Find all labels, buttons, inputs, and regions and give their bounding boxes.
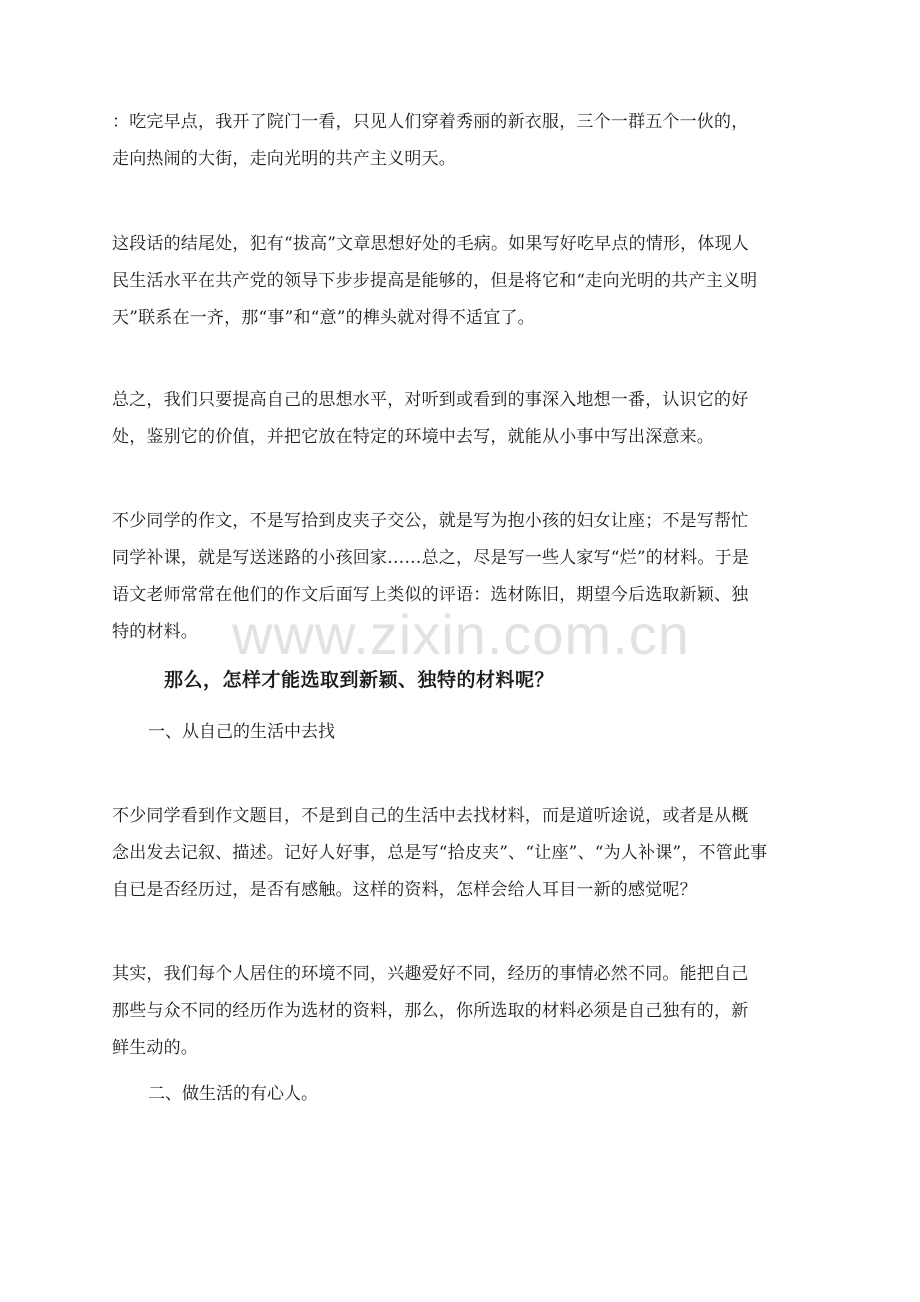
text-line: 不少同学的作文，不是写拾到皮夹子交公，就是写为抱小孩的妇女让座；不是写帮忙	[112, 511, 749, 531]
text-line: ：吃完早点，我开了院门一看，只见人们穿着秀丽的新衣服，三个一群五个一伙的，	[112, 112, 749, 132]
text-line: 其实，我们每个人居住的环境不同，兴趣爱好不同，经历的事情必然不同。能把自己	[112, 964, 749, 984]
text-line: 不少同学看到作文题目，不是到自己的生活中去找材料，而是道听途说，或者是从概	[112, 806, 749, 826]
text-line: 天”联系在一齐，那“事”和“意”的榫头就对得不适宜了。	[112, 308, 535, 328]
text-line: 鲜生动的。	[112, 1038, 198, 1058]
section-1-title: 一、从自己的生活中去找	[148, 722, 335, 742]
section-2-title: 二、做生活的有心人。	[148, 1084, 318, 1104]
text-line: 总之，我们只要提高自己的思想水平，对听到或看到的事深入地想一番，认识它的好	[112, 390, 749, 410]
paragraph-3	[112, 382, 812, 456]
watermark: www.zixin.com.cn	[232, 603, 690, 666]
text-line: 走向热闹的大街，走向光明的共产主义明天。	[112, 149, 456, 169]
text-line: 这段话的结尾处，犯有“拔高”文章思想好处的毛病。如果写好吃早点的情形，体现人	[112, 234, 749, 254]
section-heading: 那么，怎样才能选取到新颖、独特的材料呢？	[164, 669, 555, 691]
paragraph-5	[112, 798, 812, 909]
text-line: 那些与众不同的经历作为选材的资料，那么，你所选取的材料必须是自己独有的，新	[112, 1001, 749, 1021]
text-line: 处，鉴别它的价值，并把它放在特定的环境中去写，就能从小事中写出深意来。	[112, 427, 714, 447]
text-line: 自已是否经历过，是否有感触。这样的资料，怎样会给人耳目一新的感觉呢？	[112, 880, 697, 900]
paragraph-6	[112, 956, 812, 1067]
paragraph-1	[112, 104, 812, 178]
paragraph-4	[112, 503, 812, 651]
text-line: 念出发去记叙、描述。记好人好事，总是写“拾皮夹”、“让座”、“为人补课”，不管此事	[112, 843, 768, 863]
text-line: 特的材料。	[112, 622, 198, 642]
text-line: 同学补课，就是写送迷路的小孩回家……总之，尽是写一些人家写“烂”的材料。于是	[112, 548, 749, 568]
text-line: 民生活水平在共产党的领导下步步提高是能够的，但是将它和“走向光明的共产主义明	[112, 271, 758, 291]
text-line: 语文老师常常在他们的作文后面写上类似的评语：选材陈旧，期望今后选取新颖、独	[112, 585, 749, 605]
paragraph-2	[112, 226, 812, 337]
